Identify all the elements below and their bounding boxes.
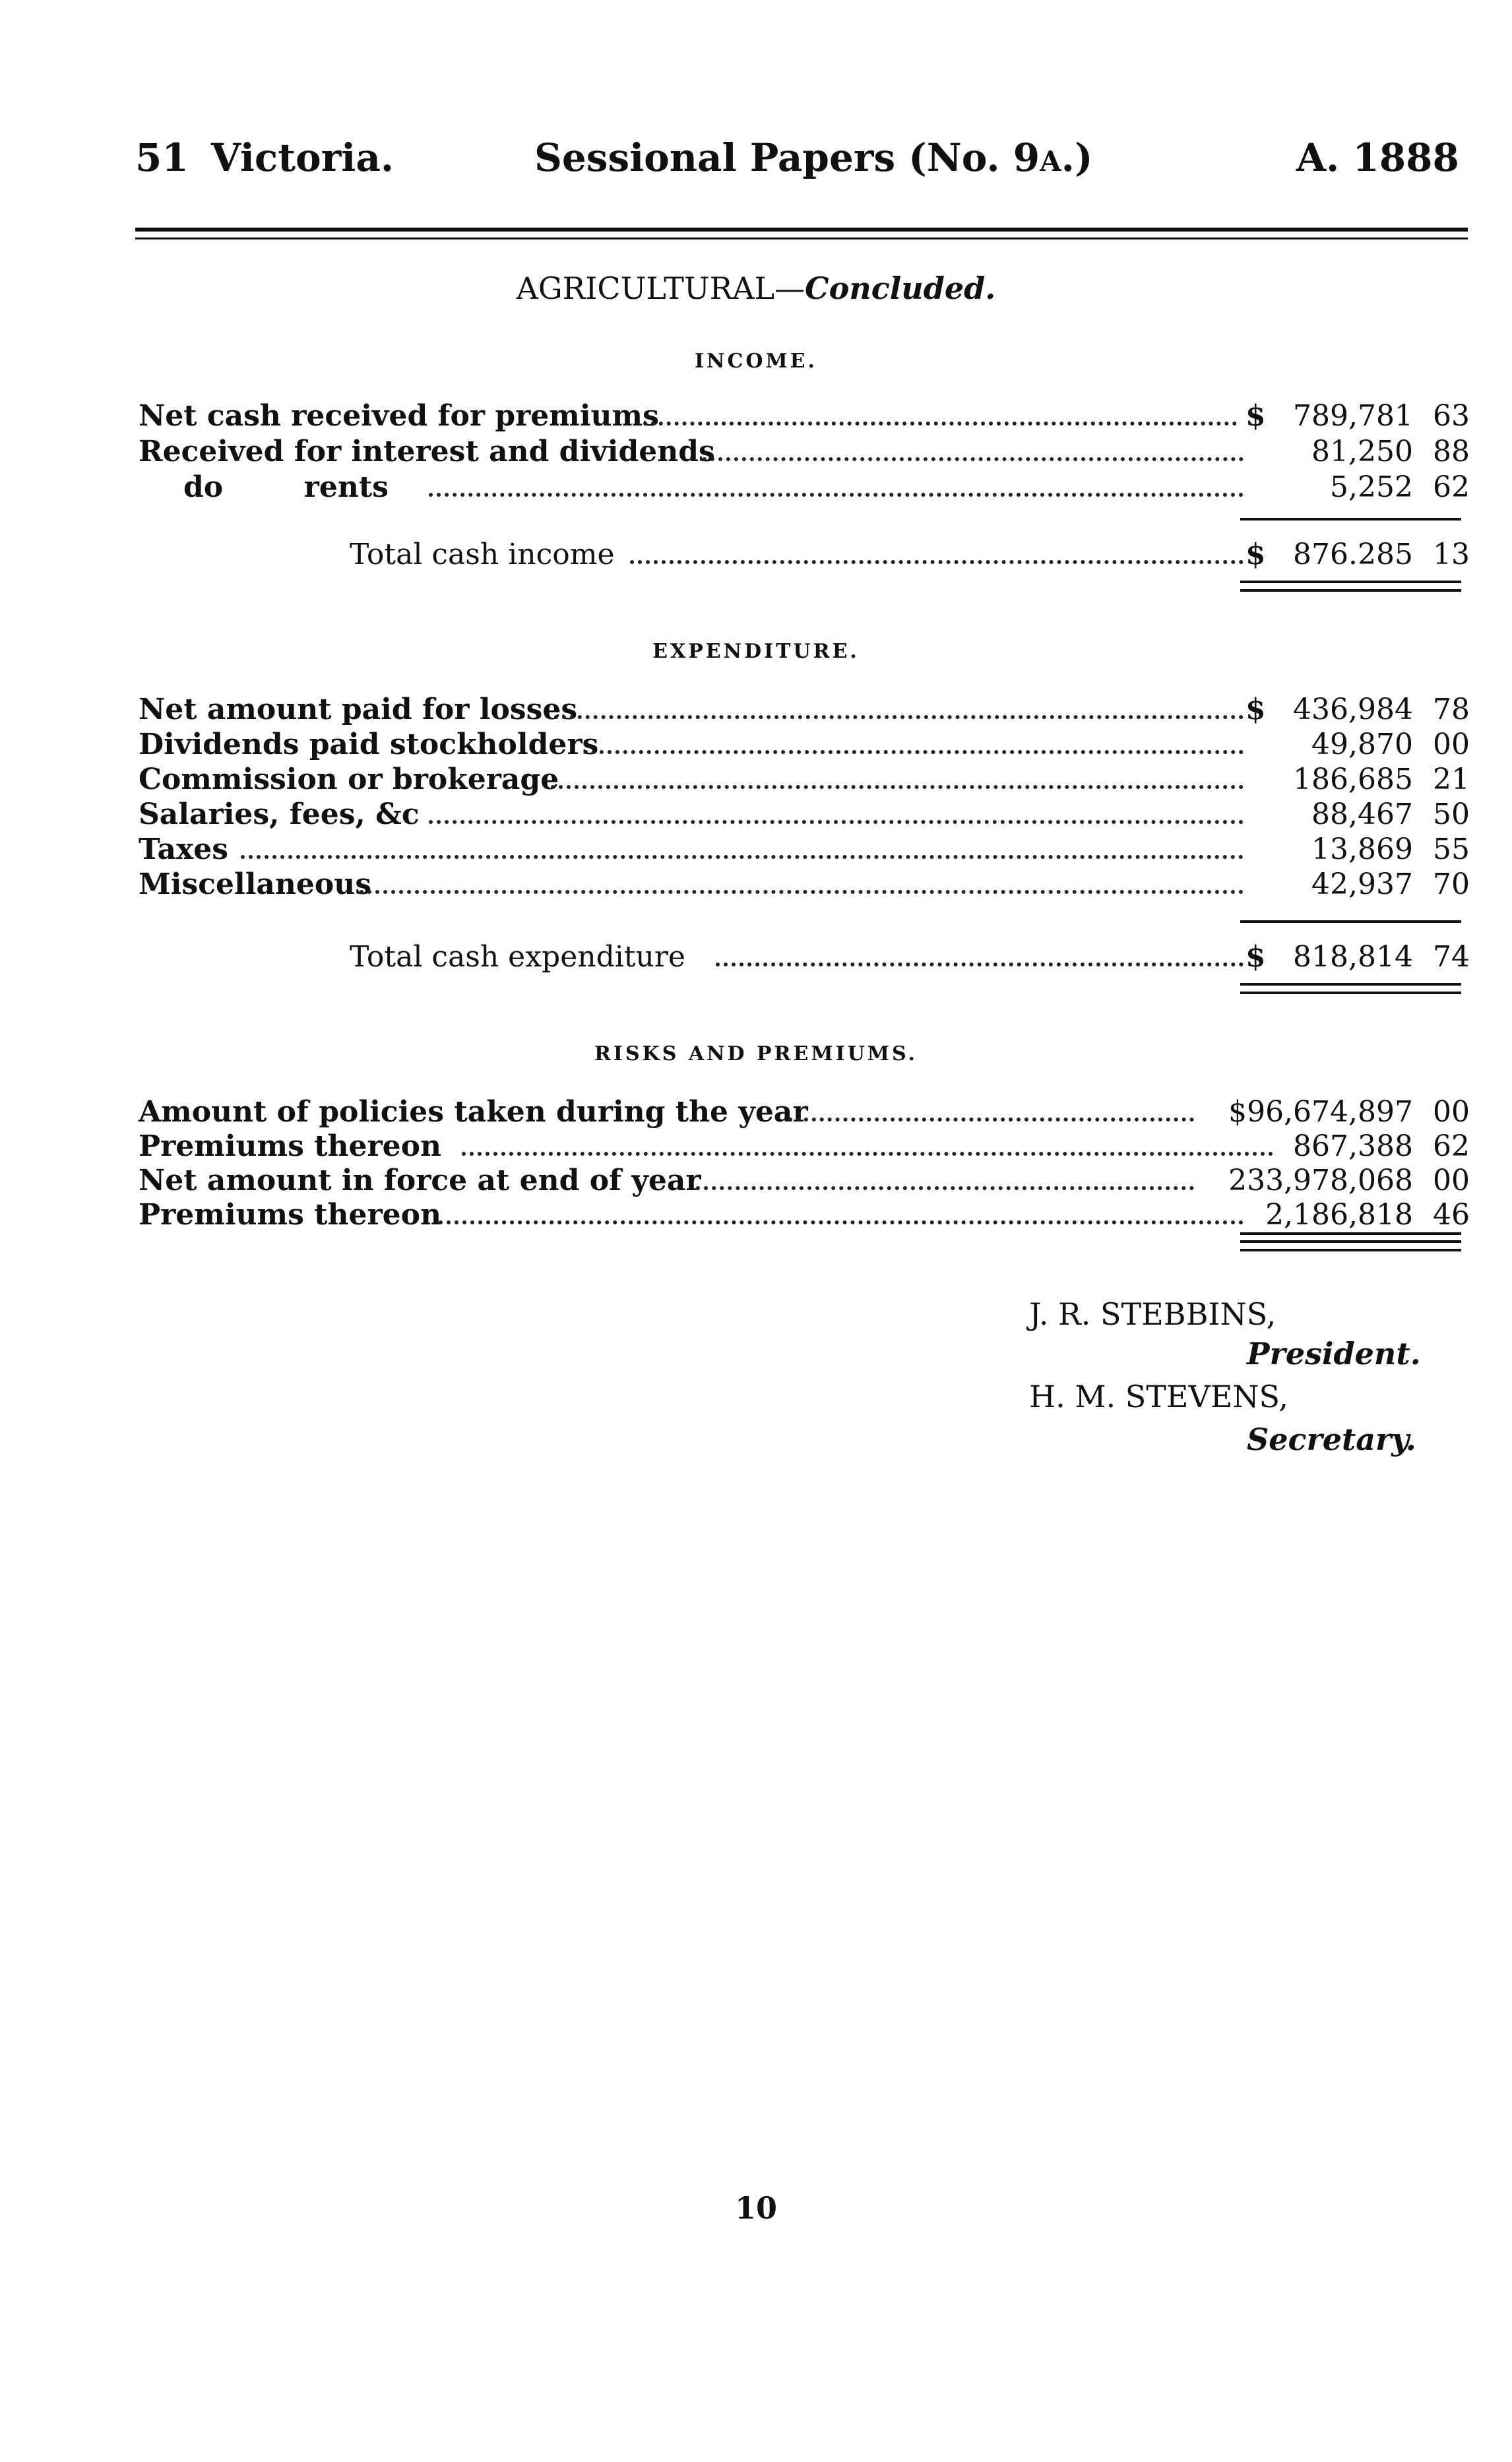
secretary-title: Secretary. xyxy=(1247,1422,1416,1457)
currency-sign: $ xyxy=(1245,399,1266,433)
risks-row-premiums xyxy=(0,1129,1512,1162)
amount-dollars: 818,814 xyxy=(1293,940,1413,974)
income-label: Net cash received for premiums xyxy=(139,399,659,433)
risks-label: Premiums thereon xyxy=(139,1129,441,1163)
total-double-rule xyxy=(1240,589,1461,592)
header-volume-number: 51 xyxy=(135,135,189,180)
total-double-rule xyxy=(1240,983,1461,986)
amount-dollars: 42,937 xyxy=(1311,868,1413,901)
amount-cents: 50 xyxy=(1433,798,1470,831)
expenditure-label: Commission or brokerage xyxy=(139,763,559,796)
dot-leader xyxy=(429,493,1244,497)
income-heading: INCOME. xyxy=(695,350,817,373)
expenditure-row-taxes xyxy=(0,833,1512,866)
currency-sign: $ xyxy=(1245,538,1266,571)
currency-sign: $ xyxy=(1245,693,1266,726)
expenditure-row-miscellaneous xyxy=(0,868,1512,900)
expenditure-row-dividends xyxy=(0,728,1512,761)
amount-cents: 74 xyxy=(1433,940,1470,974)
amount-cents: 88 xyxy=(1433,435,1470,468)
total-double-rule xyxy=(1240,1249,1461,1251)
amount-cents: 00 xyxy=(1433,1095,1470,1129)
header-series-close: .) xyxy=(1061,135,1093,180)
expenditure-label: Dividends paid stockholders xyxy=(139,728,599,761)
expenditure-label: Taxes xyxy=(139,833,229,866)
total-double-rule xyxy=(1240,992,1461,994)
amount-dollars: 49,870 xyxy=(1311,728,1413,761)
amount-dollars: $96,674,897 xyxy=(1228,1095,1413,1129)
amount-dollars: 81,250 xyxy=(1311,435,1413,468)
income-total-row xyxy=(0,538,1512,571)
header-year: A. 1888 xyxy=(1296,135,1459,180)
amount-cents: 62 xyxy=(1433,1129,1470,1163)
president-title: President. xyxy=(1247,1336,1421,1372)
dot-leader xyxy=(360,890,1244,894)
risks-label: Net amount in force at end of year xyxy=(139,1164,701,1197)
income-label: Received for interest and dividends xyxy=(139,435,715,468)
section-title-main: AGRICULTURAL— xyxy=(516,270,805,306)
amount-dollars: 2,186,818 xyxy=(1265,1198,1413,1232)
sum-rule xyxy=(1240,518,1461,521)
amount-cents: 70 xyxy=(1433,868,1470,901)
amount-dollars: 876.285 xyxy=(1293,538,1413,571)
total-double-rule xyxy=(1240,1240,1461,1243)
president-name: J. R. STEBBINS, xyxy=(1029,1296,1276,1332)
header-center xyxy=(534,135,1092,180)
amount-dollars: 436,984 xyxy=(1293,693,1413,726)
amount-dollars: 867,388 xyxy=(1293,1129,1413,1163)
dot-leader xyxy=(439,1220,1244,1224)
page-number: 10 xyxy=(734,2190,777,2226)
header-series: Sessional Papers (No. 9 xyxy=(534,135,1040,180)
amount-dollars: 789,781 xyxy=(1293,399,1413,433)
amount-cents: 00 xyxy=(1433,1164,1470,1197)
dot-leader xyxy=(551,785,1244,789)
expenditure-row-salaries xyxy=(0,798,1512,831)
risks-row-policies xyxy=(0,1095,1512,1128)
income-row-interest xyxy=(0,435,1512,468)
amount-cents: 00 xyxy=(1433,728,1470,761)
header-reign: Victoria. xyxy=(210,135,394,180)
total-double-rule xyxy=(1240,581,1461,583)
risks-row-premiums-in-force xyxy=(0,1198,1512,1231)
header-rule-thin xyxy=(135,237,1468,239)
risks-heading: RISKS AND PREMIUMS. xyxy=(594,1042,918,1065)
header-rule-thick xyxy=(135,228,1468,232)
dot-leader xyxy=(716,963,1244,966)
dot-leader xyxy=(703,457,1244,461)
section-title xyxy=(0,270,1512,306)
amount-cents: 63 xyxy=(1433,399,1470,433)
dot-leader xyxy=(241,855,1244,859)
dot-leader xyxy=(429,820,1244,824)
risks-label: Premiums thereon xyxy=(139,1198,441,1232)
dot-leader xyxy=(584,750,1244,754)
dot-leader xyxy=(696,1186,1194,1190)
risks-label: Amount of policies taken during the year xyxy=(139,1095,808,1129)
income-row-premiums xyxy=(0,399,1512,432)
income-total-label: Total cash income xyxy=(350,538,615,571)
amount-dollars: 233,978,068 xyxy=(1228,1164,1413,1197)
expenditure-label: Salaries, fees, &c xyxy=(139,798,420,831)
header-series-sub: A xyxy=(1040,145,1061,177)
dot-leader xyxy=(462,1152,1273,1156)
expenditure-label: Net amount paid for losses xyxy=(139,693,578,726)
secretary-name: H. M. STEVENS, xyxy=(1029,1379,1289,1414)
amount-cents: 21 xyxy=(1433,763,1470,796)
amount-dollars: 5,252 xyxy=(1330,470,1413,504)
amount-dollars: 88,467 xyxy=(1311,798,1413,831)
header-left xyxy=(135,135,394,180)
expenditure-row-commission xyxy=(0,763,1512,796)
amount-cents: 78 xyxy=(1433,693,1470,726)
dot-leader xyxy=(554,715,1244,719)
amount-dollars: 186,685 xyxy=(1293,763,1413,796)
amount-cents: 46 xyxy=(1433,1198,1470,1232)
expenditure-total-label: Total cash expenditure xyxy=(350,940,685,974)
risks-row-in-force xyxy=(0,1164,1512,1197)
expenditure-label: Miscellaneous xyxy=(139,868,372,901)
dot-leader xyxy=(788,1118,1194,1121)
amount-cents: 55 xyxy=(1433,833,1470,866)
expenditure-total-row xyxy=(0,940,1512,973)
dot-leader xyxy=(630,560,1244,564)
expenditure-row-losses xyxy=(0,693,1512,726)
dot-leader xyxy=(643,422,1237,426)
amount-cents: 62 xyxy=(1433,470,1470,504)
total-double-rule xyxy=(1240,1232,1461,1235)
expenditure-heading: EXPENDITURE. xyxy=(652,640,860,663)
sum-rule xyxy=(1240,920,1461,923)
income-label: do rents xyxy=(183,470,389,504)
currency-sign: $ xyxy=(1245,940,1266,974)
amount-dollars: 13,869 xyxy=(1311,833,1413,866)
income-row-rents xyxy=(0,470,1512,503)
section-title-italic: Concluded. xyxy=(805,270,996,306)
amount-cents: 13 xyxy=(1433,538,1470,571)
